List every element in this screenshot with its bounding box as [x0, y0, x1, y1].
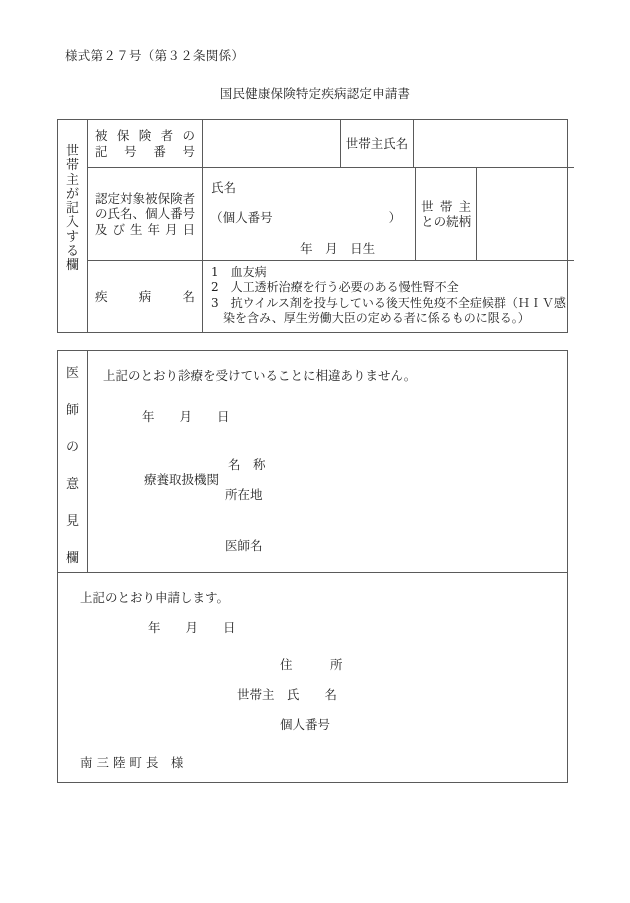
target-insured-row	[88, 168, 574, 261]
personal-number-field-label: 個人番号	[280, 717, 331, 732]
doctor-name-label: 医師名	[225, 538, 263, 553]
householder-signature-label: 世帯主 氏 名	[237, 687, 338, 702]
personal-number-close: ）	[388, 210, 402, 225]
target-insured-label	[88, 168, 203, 260]
application-section	[58, 573, 567, 782]
lower-table	[57, 350, 568, 783]
disease-label	[88, 261, 203, 332]
address-field-label: 住 所	[280, 657, 343, 672]
disease-row	[88, 261, 574, 332]
target-insured-label-line2: の 氏 名 、 個 人 番 号	[95, 206, 196, 222]
doctor-section-side-label: 医 師 の 意 見 欄	[58, 351, 88, 572]
doctor-opinion-section	[58, 351, 567, 573]
disease-item-3-line1: 3 抗ウイルス剤を投与している後天性免疫不全症候群（ＨＩＶ感	[211, 295, 566, 310]
disease-item-3-line2: 染を含み、厚生労働大臣の定める者に係るものに限る。）	[223, 311, 530, 326]
disease-list	[203, 261, 574, 332]
householder-name-value-cell	[414, 120, 574, 167]
disease-item-2: 2 人工透析治療を行う必要のある慢性腎不全	[211, 280, 459, 295]
name-field-label: 氏名	[211, 180, 237, 195]
householder-name-label: 世帯主氏名	[341, 120, 414, 167]
relation-label-line2: と の 続 柄	[421, 214, 472, 229]
disease-item-1: 1 血友病	[211, 265, 267, 279]
doctor-date-line: 年 月 日	[142, 409, 230, 424]
institution-name-label: 名 称	[228, 457, 266, 472]
insured-number-row	[88, 120, 574, 168]
application-statement: 上記のとおり申請します。	[80, 590, 230, 605]
relation-label	[416, 168, 477, 260]
doctor-section-content	[88, 351, 567, 572]
personal-number-field	[210, 210, 401, 226]
insured-symbol-number-value-cell	[203, 120, 341, 167]
institution-label: 療養取扱機関	[144, 472, 220, 487]
disease-label-line: 疾 病 名	[95, 288, 195, 304]
page-title: 国民健康保険特定疾病認定申請書	[219, 86, 411, 101]
insured-symbol-number-label	[88, 120, 203, 167]
relation-label-line1: 世 帯 主	[421, 198, 472, 214]
institution-address-label: 所在地	[225, 487, 263, 502]
insured-symbol-number-label-line2: 記 号 番 号	[95, 143, 195, 159]
personal-number-open: （個人番号	[210, 210, 273, 225]
relation-value-cell	[477, 168, 574, 260]
application-date-line: 年 月 日	[148, 620, 236, 635]
target-insured-label-line3: 及 び 生 年 月 日	[95, 221, 196, 237]
target-insured-entry-cell	[203, 168, 416, 260]
insured-symbol-number-label-line1: 被 保 険 者 の	[95, 128, 195, 144]
doctor-statement: 上記のとおり診療を受けていることに相違ありません。	[103, 368, 417, 383]
birthdate-field-label: 年 月 日生	[300, 241, 376, 256]
householder-table-body	[88, 120, 574, 332]
addressee-mayor: 南 三 陸 町 長 様	[80, 755, 184, 770]
form-number: 様式第２７号（第３２条関係）	[65, 48, 245, 63]
target-insured-label-line1: 認 定 対 象 被 保 険 者	[95, 191, 196, 207]
householder-table-side-label: 世 帯 主 が 記 入 す る 欄	[58, 120, 88, 332]
householder-table	[57, 119, 568, 333]
